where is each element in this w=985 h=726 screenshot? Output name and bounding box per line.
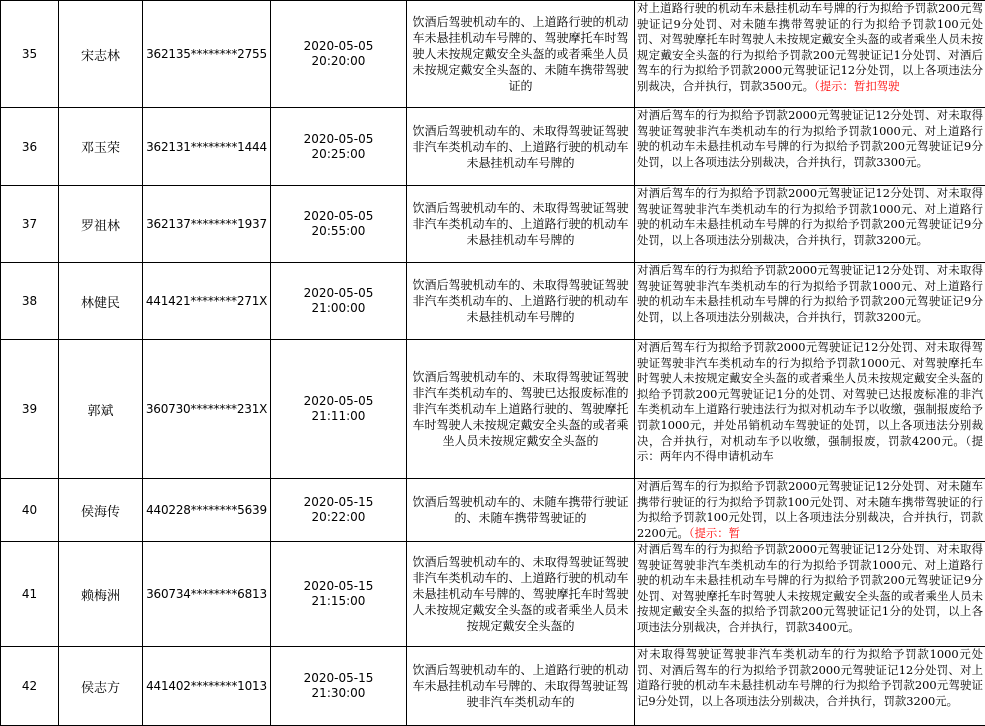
violation-clock: 21:11:00 [273,409,404,424]
id-number: 360730********231X [143,340,271,479]
penalty-text: 对酒后驾车的行为拟给予罚款2000元驾驶证记12分处罚、对未取得驾驶证驾驶非汽车类机动车的行为拟给予罚款1000元、对上道路行驶的机动车未悬挂机动车号牌的行为拟给予罚款200元驾驶证记9分处罚、对驾驶摩托车时驾驶人未按规定戴安全头盔的或者乘坐人员未按规定戴安全头盔的拟给予罚款200元驾驶证记1分的处罚，以上各项违法分别裁决，合并执行，罚款3400元。 [637,542,983,634]
penalty-description [635,647,985,726]
penalty-hint: （提示：暂扣驾驶 [814,79,899,93]
id-number: 362137********1937 [143,186,271,263]
violation-time [271,263,407,340]
violation-date: 2020-05-05 [273,209,404,224]
id-number: 362131********1444 [143,108,271,186]
row-number: 41 [1,542,59,647]
row-number: 42 [1,647,59,726]
violation-clock: 21:15:00 [273,594,404,609]
id-number: 441421********271X [143,263,271,340]
row-number: 39 [1,340,59,479]
row-number: 40 [1,479,59,542]
penalty-text: 对酒后驾车的行为拟给予罚款2000元驾驶证记12分处罚、对未取得驾驶证驾驶非汽车类机动车的行为拟给予罚款1000元、对上道路行驶的机动车未悬挂机动车号牌的行为拟给予罚款200元驾驶证记9分处罚，以上各项违法分别裁决，合并执行，罚款3300元。 [637,108,983,169]
table-row [1,647,985,726]
violation-date: 2020-05-05 [273,39,404,54]
id-number: 441402********1013 [143,647,271,726]
table-row [1,186,985,263]
violation-date: 2020-05-15 [273,495,404,510]
violation-time [271,542,407,647]
penalty-description [635,479,985,542]
violation-date: 2020-05-15 [273,671,404,686]
violation-time [271,108,407,186]
penalty-text: 对酒后驾车的行为拟给予罚款2000元驾驶证记12分处罚、对未取得驾驶证驾驶非汽车类机动车的行为拟给予罚款1000元、对上道路行驶的机动车未悬挂机动车号牌的行为拟给予罚款200元驾驶证记9分处罚，以上各项违法分别裁决，合并执行，罚款3200元。 [637,263,983,324]
person-name: 宋志林 [59,1,143,108]
violation-time [271,1,407,108]
id-number: 362135********2755 [143,1,271,108]
table-row [1,263,985,340]
table-row [1,479,985,542]
penalty-description [635,108,985,186]
table-row [1,108,985,186]
row-number: 35 [1,1,59,108]
violation-date: 2020-05-15 [273,579,404,594]
penalty-text: 对未取得驾驶证驾驶非汽车类机动车的行为拟给予罚款1000元处罚、对酒后驾车的行为拟给予罚款2000元驾驶证记12分处罚、对上道路行驶的机动车未悬挂机动车号牌的行为拟给予罚款200元驾驶证记9分处罚，以上各项违法分别裁决，合并执行，罚款3200元。 [637,647,983,708]
penalty-text: 对酒后驾车的行为拟给予罚款2000元驾驶证记12分处罚、对未随车携带行驶证的行为拟给予罚款100元处罚、对未随车携带驾驶证的行为拟给予罚款100元处罚，以上各项违法分别裁决，合并执行，罚款2200元。 [637,479,983,540]
violation-time [271,340,407,479]
penalty-description [635,340,985,479]
violation-clock: 20:22:00 [273,510,404,525]
row-number: 36 [1,108,59,186]
violation-clock: 21:30:00 [273,686,404,701]
row-number: 38 [1,263,59,340]
violation-description: 饮酒后驾驶机动车的、未取得驾驶证驾驶非汽车类机动车的、上道路行驶的机动车未悬挂机动车号牌的 [407,263,635,340]
id-number: 360734********6813 [143,542,271,647]
violation-clock: 21:00:00 [273,301,404,316]
person-name: 郭斌 [59,340,143,479]
violation-description: 饮酒后驾驶机动车的、未取得驾驶证驾驶非汽车类机动车的、驾驶已达报废标准的非汽车类机动车上道路行驶的、驾驶摩托车时驾驶人未按规定戴安全头盔的或者乘坐人员未按规定戴安全头盔的 [407,340,635,479]
penalty-description [635,1,985,108]
penalty-description [635,186,985,263]
table-row [1,340,985,479]
violation-description: 饮酒后驾驶机动车的、未取得驾驶证驾驶非汽车类机动车的、上道路行驶的机动车未悬挂机动车号牌的、驾驶摩托车时驾驶人未按规定戴安全头盔的或者乘坐人员未按规定戴安全头盔的 [407,542,635,647]
violation-description: 饮酒后驾驶机动车的、未取得驾驶证驾驶非汽车类机动车的、上道路行驶的机动车未悬挂机动车号牌的 [407,108,635,186]
violation-description: 饮酒后驾驶机动车的、上道路行驶的机动车未悬挂机动车号牌的、未取得驾驶证驾驶非汽车类机动车的 [407,647,635,726]
violation-clock: 20:55:00 [273,224,404,239]
penalty-text: 对上道路行驶的机动车未悬挂机动车号牌的行为拟给予罚款200元驾驶证记9分处罚、对未随车携带驾驶证的行为拟给予罚款100元处罚、对驾驶摩托车时驾驶人未按规定戴安全头盔的或者乘坐人员未按规定戴安全头盔的行为拟给予罚款200元驾驶证记1分处罚、对酒后驾车的行为拟给予罚款2000元驾驶证记12分处罚，以上各项违法分别裁决，合并执行，罚款3500元。 [637,1,983,93]
violation-description: 饮酒后驾驶机动车的、未随车携带行驶证的、未随车携带驾驶证的 [407,479,635,542]
violation-date: 2020-05-05 [273,286,404,301]
violation-description: 饮酒后驾驶机动车的、上道路行驶的机动车未悬挂机动车号牌的、驾驶摩托车时驾驶人未按规定戴安全头盔的或者乘坐人员未按规定戴安全头盔的、未随车携带驾驶证的 [407,1,635,108]
person-name: 邓玉荣 [59,108,143,186]
person-name: 赖梅洲 [59,542,143,647]
violation-description: 饮酒后驾驶机动车的、未取得驾驶证驾驶非汽车类机动车的、上道路行驶的机动车未悬挂机动车号牌的 [407,186,635,263]
row-number: 37 [1,186,59,263]
violation-date: 2020-05-05 [273,394,404,409]
penalty-hint: （提示：暂 [689,526,740,540]
violation-time [271,186,407,263]
person-name: 林健民 [59,263,143,340]
table-row [1,1,985,108]
violation-clock: 20:25:00 [273,147,404,162]
person-name: 罗祖林 [59,186,143,263]
penalty-description [635,542,985,647]
violation-clock: 20:20:00 [273,54,404,69]
table-row [1,542,985,647]
penalty-text: 对酒后驾车的行为拟给予罚款2000元驾驶证记12分处罚、对未取得驾驶证驾驶非汽车类机动车的行为拟给予罚款1000元、对上道路行驶的机动车未悬挂机动车号牌的行为拟给予罚款200元驾驶证记9分处罚，以上各项违法分别裁决，合并执行，罚款3200元。 [637,186,983,247]
penalty-description [635,263,985,340]
person-name: 侯志方 [59,647,143,726]
violation-time [271,479,407,542]
violation-time [271,647,407,726]
violation-date: 2020-05-05 [273,132,404,147]
person-name: 侯海传 [59,479,143,542]
id-number: 440228********5639 [143,479,271,542]
penalty-text: 对酒后驾车行为拟给予罚款2000元驾驶证记12分处罚、对未取得驾驶证驾驶非汽车类机动车的行为拟给予罚款1000元、对驾驶摩托车时驾驶人未按规定戴安全头盔的或者乘坐人员未按规定戴安全头盔的拟给予罚款200元驾驶证记1分的处罚、对驾驶已达报废标准的非汽车类机动车上道路行驶违法行为拟对机动车予以收缴，强制报废给予罚款1000元，并处吊销机动车驾驶证的处罚，以上各项违法分别裁决，合并执行，对机动车予以收缴，强制报废，罚款4200元。（提示：两年内不得申请机动车 [637,340,983,463]
